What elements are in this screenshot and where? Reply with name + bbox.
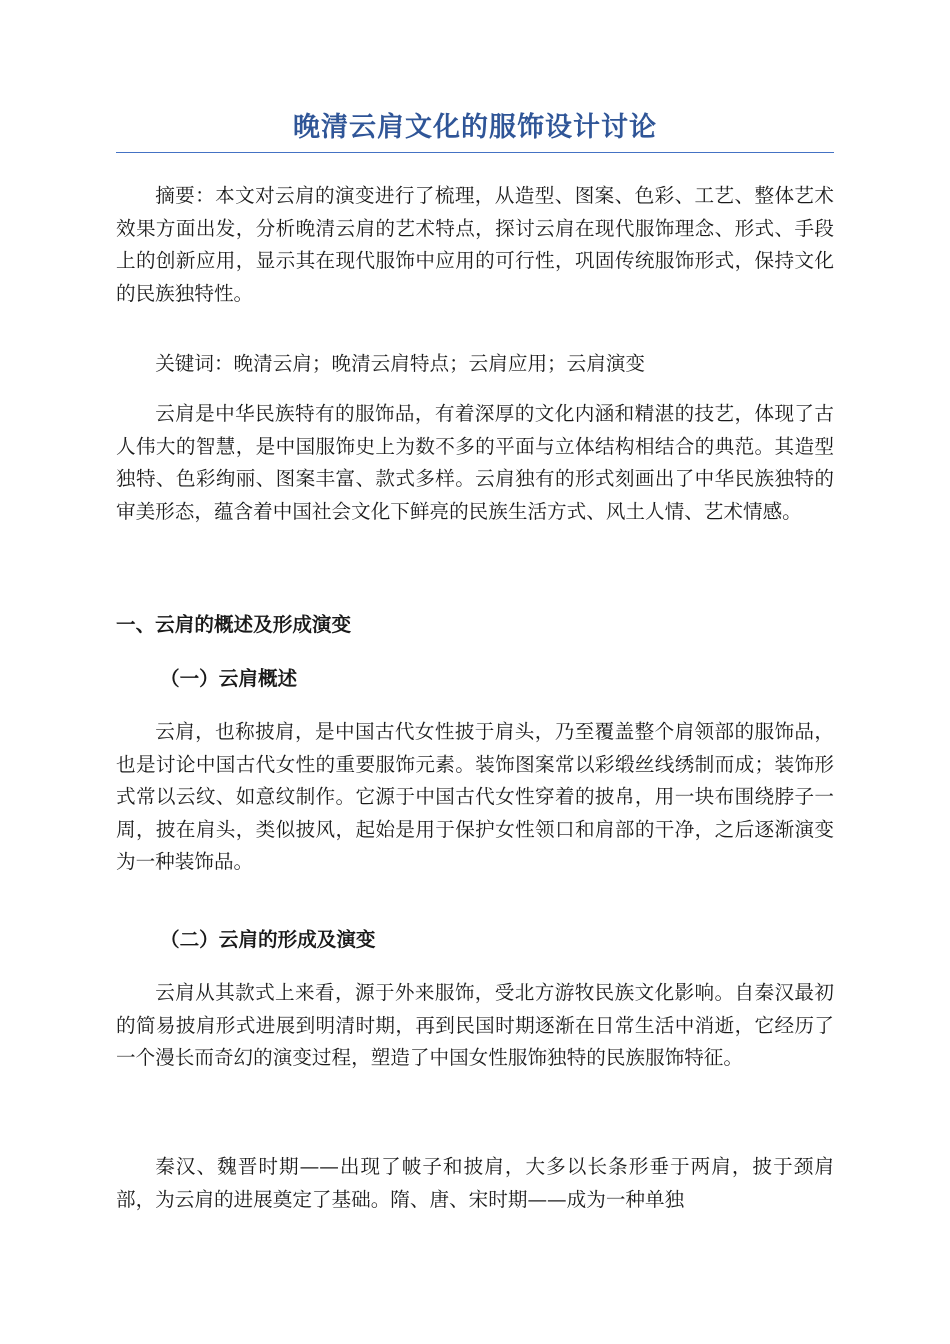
- formation-paragraph: 云肩从其款式上来看，源于外来服饰，受北方游牧民族文化影响。自秦汉最初的简易披肩形式进展到明清时期，再到民国时期逐渐在日常生活中消逝，它经历了一个漫长而奇幻的演变过程，塑造了中国女性服饰独特的民族服饰特征。: [116, 981, 834, 1069]
- subsection-heading-2: （二）云肩的形成及演变: [160, 928, 376, 951]
- history-paragraph: 秦汉、魏晋时期——出现了帔子和披肩，大多以长条形垂于两肩，披于颈肩部，为云肩的进展奠定了基础。隋、唐、宋时期——成为一种单独: [116, 1155, 834, 1211]
- section-heading-1: 一、云肩的概述及形成演变: [116, 613, 352, 636]
- keywords-paragraph: 关键词：晚清云肩；晚清云肩特点；云肩应用；云肩演变: [155, 352, 646, 375]
- intro-paragraph: 云肩是中华民族特有的服饰品，有着深厚的文化内涵和精湛的技艺，体现了古人伟大的智慧，是中国服饰史上为数不多的平面与立体结构相结合的典范。其造型独特、色彩绚丽、图案丰富、款式多样。云肩独有的形式刻画出了中华民族独特的审美形态，蕴含着中国社会文化下鲜亮的民族生活方式、风土人情、艺术情感。: [116, 402, 834, 523]
- title-underline: [116, 152, 834, 153]
- subsection-heading-1: （一）云肩概述: [160, 667, 298, 690]
- document-title: 晚清云肩文化的服饰设计讨论: [293, 112, 657, 143]
- abstract-paragraph: 摘要：本文对云肩的演变进行了梳理，从造型、图案、色彩、工艺、整体艺术效果方面出发，分析晚清云肩的艺术特点，探讨云肩在现代服饰理念、形式、手段上的创新应用，显示其在现代服饰中应用的可行性，巩固传统服饰形式，保持文化的民族独特性。: [116, 184, 834, 305]
- document-page: [116, 108, 834, 1211]
- overview-paragraph: 云肩，也称披肩，是中国古代女性披于肩头，乃至覆盖整个肩领部的服饰品，也是讨论中国古代女性的重要服饰元素。装饰图案常以彩缎丝线绣制而成；装饰形式常以云纹、如意纹制作。它源于中国古代女性穿着的披帛，用一块布围绕脖子一周，披在肩头，类似披风，起始是用于保护女性领口和肩部的干净，之后逐渐演变为一种装饰品。: [116, 720, 834, 873]
